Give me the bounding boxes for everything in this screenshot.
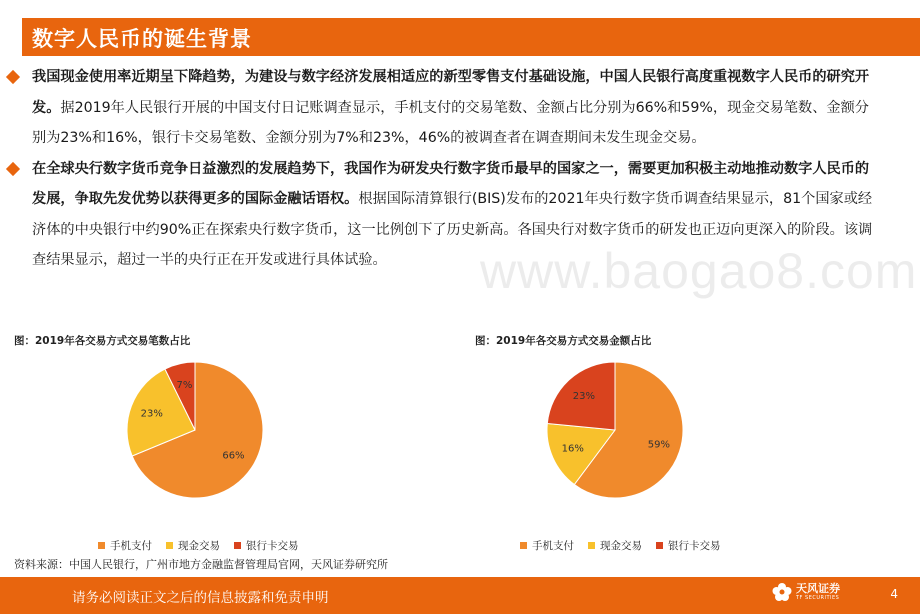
legend-swatch xyxy=(656,542,663,549)
legend-label: 银行卡交易 xyxy=(668,540,721,552)
legend-item xyxy=(588,538,642,553)
bullet-bold-text: 我国现金使用率近期呈下降趋势，为建设与数字经济发展相适应的新型零售支付基础设施，中国人民银行高度重视数字人民币的研究开发。 xyxy=(32,69,870,116)
disclaimer-text: 请务必阅读正文之后的信息披露和免责申明 xyxy=(72,590,329,606)
legend-swatch xyxy=(234,542,241,549)
company-logo xyxy=(772,581,840,603)
page-title: 数字人民币的诞生背景 xyxy=(32,27,252,51)
pie-slice-label: 66% xyxy=(222,450,245,462)
pie-slice-label: 7% xyxy=(176,379,193,391)
logo-subtitle: TF SECURITIES xyxy=(796,594,840,601)
legend-swatch xyxy=(520,542,527,549)
bullet-item xyxy=(6,154,876,276)
legend-label: 手机支付 xyxy=(110,540,152,552)
legend-label: 现金交易 xyxy=(178,540,220,552)
pie-slice-label: 23% xyxy=(572,390,596,402)
legend-item xyxy=(656,538,721,553)
pie-slice-label: 59% xyxy=(647,439,671,451)
legend-label: 现金交易 xyxy=(600,540,642,552)
legend-swatch xyxy=(166,542,173,549)
pie-slice-label: 16% xyxy=(561,443,584,455)
chart-title: 图：2019年各交易方式交易金额占比 xyxy=(475,335,652,347)
diamond-bullet-icon xyxy=(6,70,20,84)
bullet-bold-text: 在全球央行数字货币竞争日益激烈的发展趋势下，我国作为研发央行数字货币最早的国家之一，需要更加积极主动地推动数字人民币的发展，争取先发优势以获得更多的国际金融话语权。 xyxy=(32,160,870,207)
legend-swatch xyxy=(98,542,105,549)
title-bar xyxy=(22,18,920,56)
legend-item xyxy=(520,538,574,553)
pie-chart-transaction-amount xyxy=(530,345,700,515)
legend-label: 手机支付 xyxy=(532,540,574,552)
legend-label: 银行卡交易 xyxy=(246,540,299,552)
chart-legend xyxy=(520,538,721,553)
legend-swatch xyxy=(588,542,595,549)
source-note: 资料来源：中国人民银行，广州市地方金融监督管理局官网，天风证券研究所 xyxy=(14,558,388,571)
pie-chart-transaction-count xyxy=(110,345,280,515)
footer-bar xyxy=(0,577,920,614)
watermark: www.baogao8.com xyxy=(480,243,918,299)
chart-legend xyxy=(98,538,299,553)
legend-item xyxy=(166,538,220,553)
page-number: 4 xyxy=(890,587,898,601)
flower-logo-icon xyxy=(772,581,792,603)
logo-name: 天风证券 xyxy=(796,581,840,595)
chart-title: 图：2019年各交易方式交易笔数占比 xyxy=(14,335,191,347)
legend-item xyxy=(234,538,299,553)
pie-slice-label: 23% xyxy=(140,408,163,420)
diamond-bullet-icon xyxy=(6,161,20,175)
bullet-item xyxy=(6,62,876,154)
bullet-body-text: 据2019年人民银行开展的中国支付日记账调查显示，手机支付的交易笔数、金额占比分别为66%和59%，现金交易笔数、金额分别为23%和16%，银行卡交易笔数、金额分别为7%和23%，46%的被调查者在调查期间未发生现金交易。 xyxy=(32,99,869,146)
bullet-list xyxy=(6,62,876,276)
bullet-body-text: 根据国际清算银行(BIS)发布的2021年央行数字货币调查结果显示，81个国家或经济体的中央银行中约90%正在探索央行数字货币，这一比例创下了历史新高。各国央行对数字货币的研发也正迈向更深入的阶段。该调查结果显示，超过一半的央行正在开发或进行具体试验。 xyxy=(32,191,873,268)
legend-item xyxy=(98,538,152,553)
